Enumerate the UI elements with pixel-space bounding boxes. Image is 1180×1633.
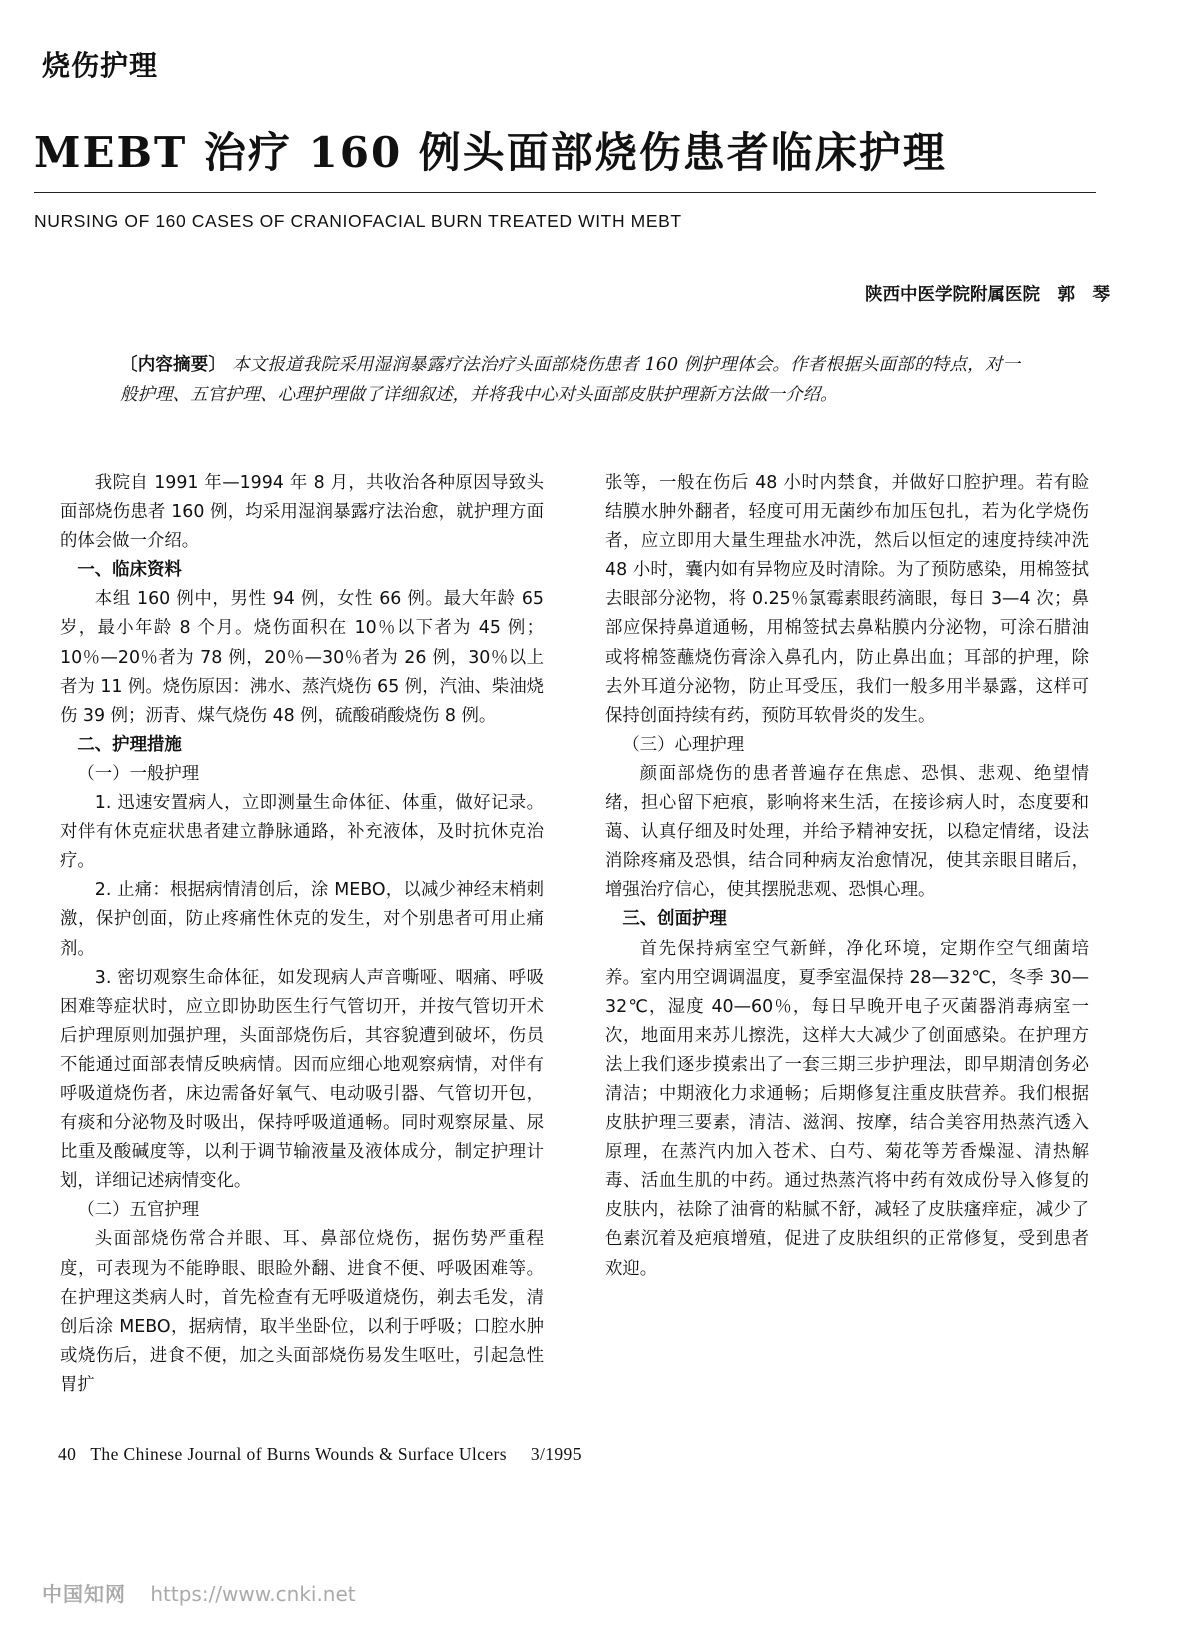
intro-paragraph: 我院自 1991 年—1994 年 8 月，共收治各种原因导致头面部烧伤患者 160 例，均采用湿润暴露疗法治愈，就护理方面的体会做一介绍。: [60, 473, 544, 552]
subheading-psychological-care: （三）心理护理: [622, 734, 745, 755]
clinical-paragraph: 本组 160 例中，男性 94 例，女性 66 例。最大年龄 65 岁，最小年龄 8 个月。烧伤面积在 10％以下者为 45 例；10％—20％者为 78 例，20％—30％者为 26 例，30％以上者为 11 例。烧伤原因：沸水、蒸汽烧伤 65 例，汽油、柴油烧伤 39 例；沥青、煤气烧伤 48 例，硫酸硝酸烧伤 8 例。: [60, 589, 544, 726]
subheading-general-care: （一）一般护理: [77, 763, 200, 784]
subheading-facial-organs-care: （二）五官护理: [77, 1200, 200, 1221]
cnki-watermark: [42, 1578, 356, 1607]
general-care-item-3: 3. 密切观察生命体征，如发现病人声音嘶哑、咽痛、呼吸困难等症状时，应立即协助医生行气管切开，并按气管切开术后护理原则加强护理，头面部烧伤后，其容貌遭到破坏，伤员不能通过面部表情反映病情。因而应细心地观察病情，对伴有呼吸道烧伤者，床边需备好氧气、电动吸引器、气管切开包，有痰和分泌物及时吸出，保持呼吸道通畅。同时观察尿量、尿比重及酸碱度等，以利于调节输液量及液体成分，制定护理计划，详细记述病情变化。: [60, 967, 544, 1192]
abstract: [120, 350, 1020, 410]
facial-organs-paragraph: 头面部烧伤常合并眼、耳、鼻部位烧伤，据伤势严重程度，可表现为不能睁眼、眼睑外翻、进食不便、呼吸困难等。在护理这类病人时，首先检查有无呼吸道烧伤，剃去毛发，清创后涂 MEBO，据病情，取半坐卧位，以利于呼吸；口腔水肿或烧伤后，进食不便，加之头面部烧伤易发生呕吐，引起急性胃扩: [60, 1229, 544, 1395]
facial-organs-continued: 张等，一般在伤后 48 小时内禁食，并做好口腔护理。若有睑结膜水肿外翻者，轻度可用无菌纱布加压包扎，若为化学烧伤者，应立即用大量生理盐水冲洗，然后以恒定的速度持续冲洗 48 小时，囊内如有异物应及时清除。为了预防感染，用棉签拭去眼部分泌物，将 0.25％氯霉素眼药滴眼，每日 3—4 次；鼻部应保持鼻道通畅，用棉签拭去鼻粘膜内分泌物，可涂石腊油或将棉签蘸烧伤膏涂入鼻孔内，防止鼻出血；耳部的护理，除去外耳道分泌物，防止耳受压，我们一般多用半暴露，这样可保持创面持续有药，预防耳软骨炎的发生。: [605, 473, 1089, 726]
general-care-item-1: 1. 迅速安置病人，立即测量生命体征、体重，做好记录。对伴有休克症状患者建立静脉通路，补充液体，及时抗休克治疗。: [60, 793, 544, 872]
abstract-label: 〔内容摘要〕: [120, 355, 227, 375]
english-title: NURSING OF 160 CASES OF CRANIOFACIAL BURN TREATED WITH MEBT: [34, 211, 682, 231]
general-care-item-2: 2. 止痛：根据病情清创后，涂 MEBO，以减少神经末梢刺激，保护创面，防止疼痛性休克的发生，对个别患者可用止痛剂。: [60, 880, 544, 959]
journal-issue: 3/1995: [530, 1444, 582, 1464]
wound-care-paragraph: 首先保持病室空气新鲜，净化环境，定期作空气细菌培养。室内用空调调温度，夏季室温保持 28—32℃，冬季 30—32℃，湿度 40—60％，每日早晚开电子灭菌器消毒病室一次，地面用来苏儿擦洗，这样大大减少了创面感染。在护理方法上我们逐步摸索出了一套三期三步护理法，即早期清创务必清洁；中期液化力求通畅；后期修复注重皮肤营养。我们根据皮肤护理三要素，清洁、滋润、按摩，结合美容用热蒸汽透入原理，在蒸汽内加入苍术、白芍、菊花等芳香燥湿、清热解毒、活血生肌的中药。通过热蒸汽将中药有效成份导入修复的皮肤内，祛除了油膏的粘腻不舒，减轻了皮肤瘙痒症，减少了色素沉着及疤痕增殖，促进了皮肤组织的正常修复，受到患者欢迎。: [605, 938, 1089, 1279]
journal-name: The Chinese Journal of Burns Wounds & Surface Ulcers: [90, 1444, 507, 1464]
heading-nursing-measures: 二、护理措施: [77, 734, 182, 755]
section-tag: 烧伤护理: [42, 49, 159, 82]
abstract-text: 本文报道我院采用湿润暴露疗法治疗头面部烧伤患者 160 例护理体会。作者根据头面部的特点，对一般护理、五官护理、心理护理做了详细叙述，并将我中心对头面部皮肤护理新方法做一介绍。: [120, 355, 1020, 405]
page-number: 40: [58, 1444, 77, 1464]
left-column: [60, 469, 544, 1400]
author-affiliation: 陕西中医学院附属医院 郭 琴: [865, 285, 1110, 305]
heading-clinical-data: 一、临床资料: [77, 560, 182, 581]
psychological-paragraph: 颜面部烧伤的患者普遍存在焦虑、恐惧、悲观、绝望情绪，担心留下疤痕，影响将来生活，在接诊病人时，态度要和蔼、认真仔细及时处理，并给予精神安抚，以稳定情绪，设法消除疼痛及恐惧，结合同种病友治愈情况，使其亲眼目睹后，增强治疗信心，使其摆脱悲观、恐惧心理。: [605, 763, 1089, 901]
title-divider: [34, 192, 1096, 193]
heading-wound-care: 三、创面护理: [622, 909, 727, 930]
watermark-url: https://www.cnki.net: [150, 1582, 356, 1606]
right-column: [605, 469, 1089, 1284]
page-footer: [58, 1444, 582, 1465]
article-title: MEBT 治疗 160 例头面部烧伤患者临床护理: [34, 128, 947, 177]
watermark-brand: 中国知网: [42, 1582, 126, 1606]
